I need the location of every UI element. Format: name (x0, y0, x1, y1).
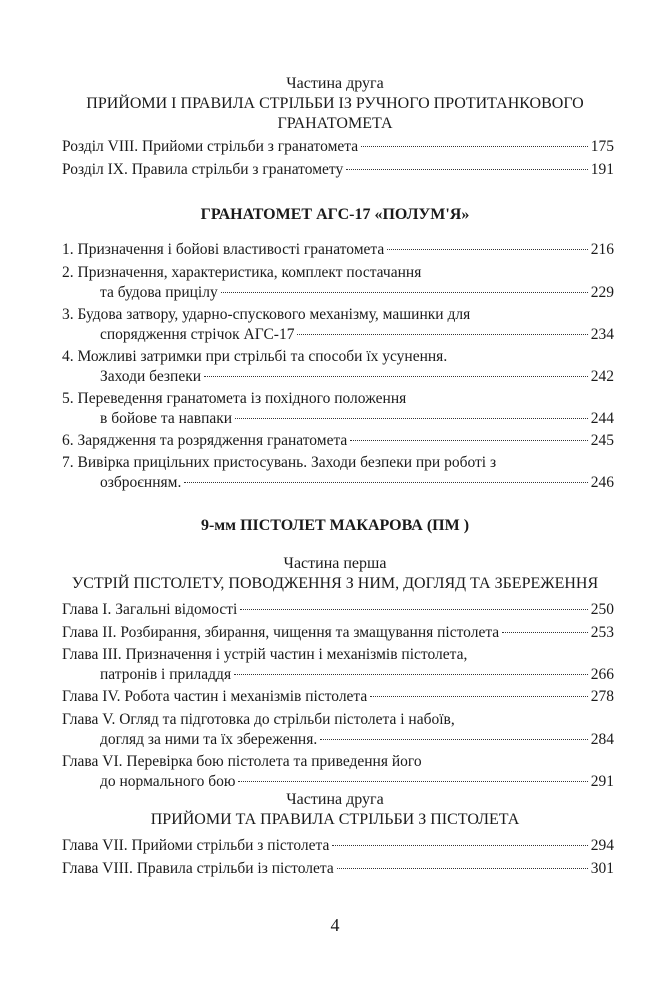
leader-dots (361, 146, 588, 147)
leader-dots (221, 292, 588, 293)
leader-dots (346, 169, 588, 170)
toc-entry[interactable]: Глава VII. Прийоми стрільби з пістолета 294 (62, 837, 614, 854)
page-ref: 266 (590, 666, 614, 683)
page-ref: 216 (590, 241, 614, 258)
toc-entry[interactable]: Розділ IX. Правила стрільби з гранатомету 191 (62, 161, 614, 178)
page-ref: 301 (590, 860, 614, 877)
section-heading-pm: 9-мм ПІСТОЛЕТ МАКАРОВА (ПМ ) (200, 517, 470, 534)
leader-dots (297, 334, 587, 335)
page-ref: 284 (590, 731, 614, 748)
part-title: УСТРІЙ ПІСТОЛЕТУ, ПОВОДЖЕННЯ З НИМ, ДОГЛЯД ТА ЗБЕРЕЖЕННЯ (71, 575, 599, 592)
toc-entry[interactable]: Глава III. Призначення і устрій частин і механізмів пістолета, патронів і приладдя 266 (62, 646, 614, 683)
page-ref: 244 (590, 410, 614, 427)
toc-entry[interactable]: Глава VIII. Правила стрільби із пістолета 301 (62, 860, 614, 877)
toc-entry[interactable]: 6. Зарядження та розрядження гранатомета 245 (62, 432, 614, 449)
part-title-line-2: ГРАНАТОМЕТА (277, 115, 393, 132)
part-title: ПРИЙОМИ ТА ПРАВИЛА СТРІЛЬБИ З ПІСТОЛЕТА (150, 811, 520, 828)
toc-entry[interactable]: 4. Можливі затримки при стрільбі та способи їх усунення. Заходи безпеки 242 (62, 348, 614, 385)
leader-dots (240, 609, 587, 610)
toc-entry[interactable]: Глава II. Розбирання, збирання, чищення та змащування пістолета 253 (62, 624, 614, 641)
toc-entry[interactable]: 7. Вивірка прицільних пристосувань. Заходи безпеки при роботі з озброєнням. 246 (62, 454, 614, 491)
toc-entry[interactable]: 3. Будова затвору, ударно-спускового механізму, машинки для спорядження стрічок АГС-17 234 (62, 306, 614, 343)
page-ref: 291 (590, 773, 614, 790)
part-label: Частина друга (286, 75, 384, 92)
toc-entry[interactable]: 5. Переведення гранатомета із похідного положення в бойове та навпаки 244 (62, 390, 614, 427)
leader-dots (370, 696, 587, 697)
page-ref: 175 (590, 138, 614, 155)
leader-dots (350, 440, 587, 441)
page-ref: 246 (590, 474, 614, 491)
page-ref: 234 (590, 326, 614, 343)
leader-dots (184, 482, 587, 483)
leader-dots (320, 739, 588, 740)
toc-entry[interactable]: Глава V. Огляд та підготовка до стрільби пістолета і набоїв, догляд за ними та їх збереження. 284 (62, 711, 614, 748)
page-ref: 250 (590, 601, 614, 618)
leader-dots (337, 868, 588, 869)
toc-entry[interactable]: Глава I. Загальні відомості 250 (62, 601, 614, 618)
leader-dots (238, 781, 587, 782)
page-ref: 278 (590, 688, 614, 705)
section-heading-ags: ГРАНАТОМЕТ АГС-17 «ПОЛУМ'Я» (200, 206, 470, 223)
toc-entry[interactable]: Глава VI. Перевірка бою пістолета та приведення його до нормального бою 291 (62, 753, 614, 790)
part-label: Частина перша (283, 555, 387, 572)
leader-dots (502, 632, 588, 633)
page-ref: 245 (590, 432, 614, 449)
page-ref: 242 (590, 368, 614, 385)
page-ref: 229 (590, 284, 614, 301)
page-ref: 253 (590, 624, 614, 641)
page-ref: 191 (590, 161, 614, 178)
page-number: 4 (330, 915, 340, 935)
toc-entry[interactable]: Розділ VIII. Прийоми стрільби з гранатомета 175 (62, 138, 614, 155)
leader-dots (234, 674, 588, 675)
leader-dots (332, 845, 587, 846)
leader-dots (204, 376, 588, 377)
leader-dots (387, 249, 588, 250)
leader-dots (235, 418, 588, 419)
part-label: Частина друга (286, 791, 384, 808)
toc-entry[interactable]: 1. Призначення і бойові властивості гранатомета 216 (62, 241, 614, 258)
part-title-line-1: ПРИЙОМИ І ПРАВИЛА СТРІЛЬБИ ІЗ РУЧНОГО ПРОТИТАНКОВОГО (86, 95, 584, 112)
toc-entry[interactable]: 2. Призначення, характеристика, комплект постачання та будова прицілу 229 (62, 264, 614, 301)
page-ref: 294 (590, 837, 614, 854)
toc-entry[interactable]: Глава IV. Робота частин і механізмів пістолета 278 (62, 688, 614, 705)
